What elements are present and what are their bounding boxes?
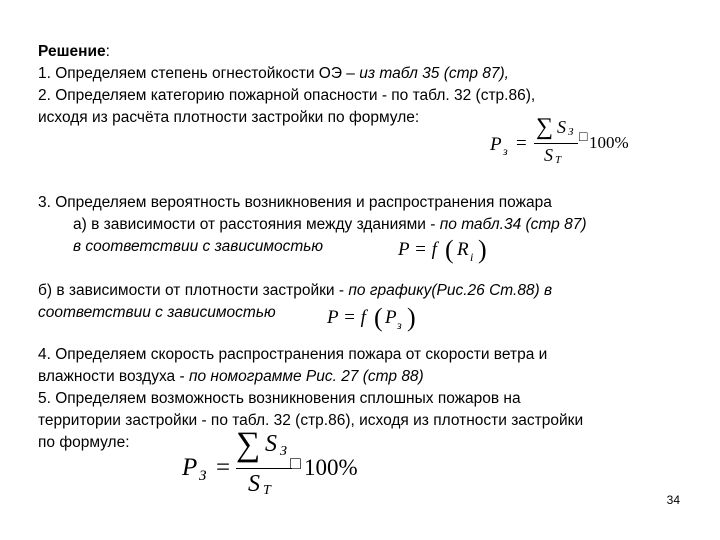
formula-1-box: □ (579, 130, 588, 145)
formula-1-den-sub: Т (555, 154, 562, 166)
step-3a-reference: по табл.34 (стр 87) (439, 216, 587, 233)
formula-4-tail: 100% (304, 455, 358, 480)
step-1-text: 1. Определяем степень огнестойкости ОЭ – (38, 65, 360, 82)
formula-1-eq: = (516, 133, 527, 154)
formula-4-num-var: S (265, 431, 277, 457)
formula-4-den-var: S (248, 471, 260, 497)
heading (38, 43, 110, 61)
formula-3-arg-sub: з (397, 318, 402, 332)
formula-1-num-var: S (557, 117, 566, 137)
step-3b-reference: по графику(Рис.26 Ст.88) в (348, 282, 553, 299)
formula-1-fraction-bar (534, 143, 578, 144)
formula-2-close-paren: ) (478, 235, 487, 264)
step-1-reference: из табл 35 (стр 87), (359, 65, 509, 82)
formula-3-close-paren: ) (407, 303, 416, 332)
formula-probability-density (327, 304, 427, 336)
step-3b-line-1 (38, 282, 552, 300)
formula-4-fraction-bar (236, 468, 292, 469)
formula-4-sum: ∑ (236, 426, 261, 463)
step-3b-line-2: соответствии с зависимостью (38, 304, 276, 321)
step-3-line-1: 3. Определяем вероятность возникновения и распространения пожара (38, 194, 552, 211)
formula-4-den-sub: Т (263, 483, 271, 498)
heading-colon: : (105, 43, 110, 60)
page-number: 34 (666, 493, 680, 507)
formula-2-arg-sub: i (470, 250, 474, 264)
step-5-line-1: 5. Определяем возможность возникновения сплошных пожаров на (38, 390, 521, 407)
heading-title: Решение (38, 43, 106, 60)
step-2-line-1: 2. Определяем категорию пожарной опасности - по табл. 32 (стр.86), (38, 87, 536, 104)
formula-2-arg-var: R (457, 239, 469, 260)
step-3b-text: б) в зависимости от плотности застройки - (38, 282, 349, 299)
formula-2-text: P = f (398, 239, 437, 260)
formula-4-lhs-sub: З (199, 468, 207, 484)
step-5-line-3: по формуле: (38, 434, 130, 451)
formula-4-box: □ (290, 453, 301, 473)
formula-density-small (486, 116, 636, 168)
formula-3-text: P = f (327, 307, 366, 328)
formula-4-eq: = (216, 454, 231, 481)
step-4-text: влажности воздуха - (38, 368, 189, 385)
formula-density-large (178, 426, 378, 504)
step-4-reference: по номограмме Рис. 27 (стр 88) (188, 368, 424, 385)
formula-1-lhs-sub: з (503, 144, 508, 158)
formula-2-open-paren: ( (445, 235, 454, 264)
formula-1-den-var: S (544, 145, 553, 165)
step-2-line-2: исходя из расчёта плотности застройки по формуле: (38, 109, 420, 126)
step-1 (38, 65, 509, 83)
formula-3-arg-var: P (385, 307, 397, 328)
step-4-line-2 (38, 368, 424, 386)
formula-4-num-sub: З (280, 444, 287, 459)
formula-1-tail: 100% (589, 133, 629, 152)
step-3a-line-2: в соответствии с зависимостью (73, 238, 324, 255)
formula-1-num-sub: З (568, 126, 574, 138)
formula-4-lhs: P (182, 454, 198, 481)
step-4-line-1: 4. Определяем скорость распространения пожара от скорости ветра и (38, 346, 548, 363)
step-3a-line-1 (73, 216, 587, 234)
formula-probability-distance (398, 236, 498, 268)
step-5-line-2: территории застройки - по табл. 32 (стр.86), исходя из плотности застройки (38, 412, 584, 429)
formula-3-open-paren: ( (374, 303, 383, 332)
step-3a-text: а) в зависимости от расстояния между зданиями - (73, 216, 440, 233)
formula-1-lhs: P (490, 134, 502, 155)
formula-1-sum: ∑ (536, 114, 554, 140)
